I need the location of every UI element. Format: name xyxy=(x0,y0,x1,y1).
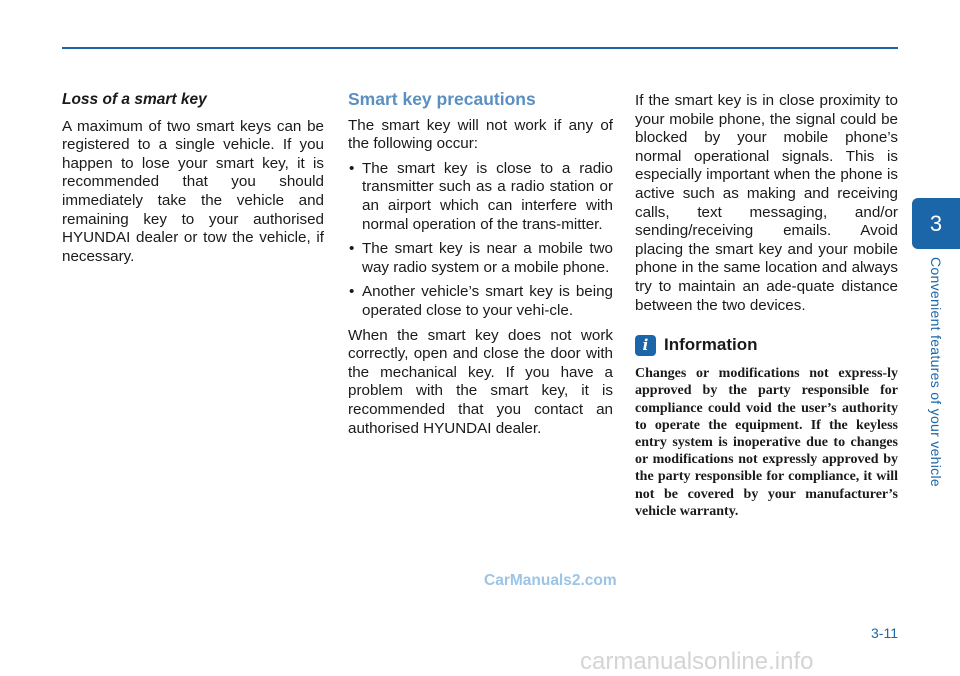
information-title: Information xyxy=(664,335,758,355)
loss-of-key-paragraph: A maximum of two smart keys can be registered to a single vehicle. If you happen to lose your smart key, it is recommended that you should immediately take the vehicle and remaining key to your authorised HYUNDAI dealer or tow the vehicle, if necessary. xyxy=(62,117,324,265)
loss-of-key-heading: Loss of a smart key xyxy=(62,91,207,108)
chapter-title: Convenient features of your vehicle xyxy=(928,257,944,487)
precautions-intro: The smart key will not work if any of the following occur: xyxy=(348,116,613,153)
precautions-heading: Smart key precautions xyxy=(348,89,536,109)
chapter-tab: 3 xyxy=(912,198,960,249)
mobile-interference-paragraph: If the smart key is in close proximity to your mobile phone, the signal could be blocked by your mobile phone’s normal operational signals. This is especially important when the phone is active such as making and receiving calls, text messaging, and/or sending/receiving emails. Avoid placing the smart key and your mobile phone in the same location and always try to maintain an ade-quate distance between the two devices. xyxy=(635,92,898,314)
precautions-list xyxy=(348,160,613,321)
watermark-carmanuals2[interactable]: CarManuals2.com xyxy=(484,572,617,589)
list-item: • The smart key is close to a radio transmitter such as a radio station or an airport which can interfere with normal operation of the trans-mitter. xyxy=(348,160,613,234)
list-item: • Another vehicle’s smart key is being operated close to your vehi-cle. xyxy=(348,283,613,320)
information-header xyxy=(635,335,898,356)
column-mobile-interference xyxy=(635,92,898,520)
header-rule xyxy=(62,47,898,49)
info-icon: i xyxy=(635,335,656,356)
precautions-closing: When the smart key does not work correctly, open and close the door with the mechanical key. If you have a problem with the smart key, it is recommended that you contact an authorised HYUNDAI dealer. xyxy=(348,326,613,437)
list-item: • The smart key is near a mobile two way radio system or a mobile phone. xyxy=(348,240,613,277)
information-text: Changes or modifications not express-ly approved by the party responsible for compliance could void the user’s authority to operate the equipment. If the keyless entry system is inoperative due to changes or modifications not expressly approved by the party responsible for compliance, it will not be covered by your manufacturer’s vehicle warranty. xyxy=(635,366,898,519)
watermark-carmanualsonline: carmanualsonline.info xyxy=(580,648,814,675)
page-number: 3-11 xyxy=(871,625,898,641)
column-precautions xyxy=(348,90,613,438)
column-loss-of-key xyxy=(62,90,324,266)
